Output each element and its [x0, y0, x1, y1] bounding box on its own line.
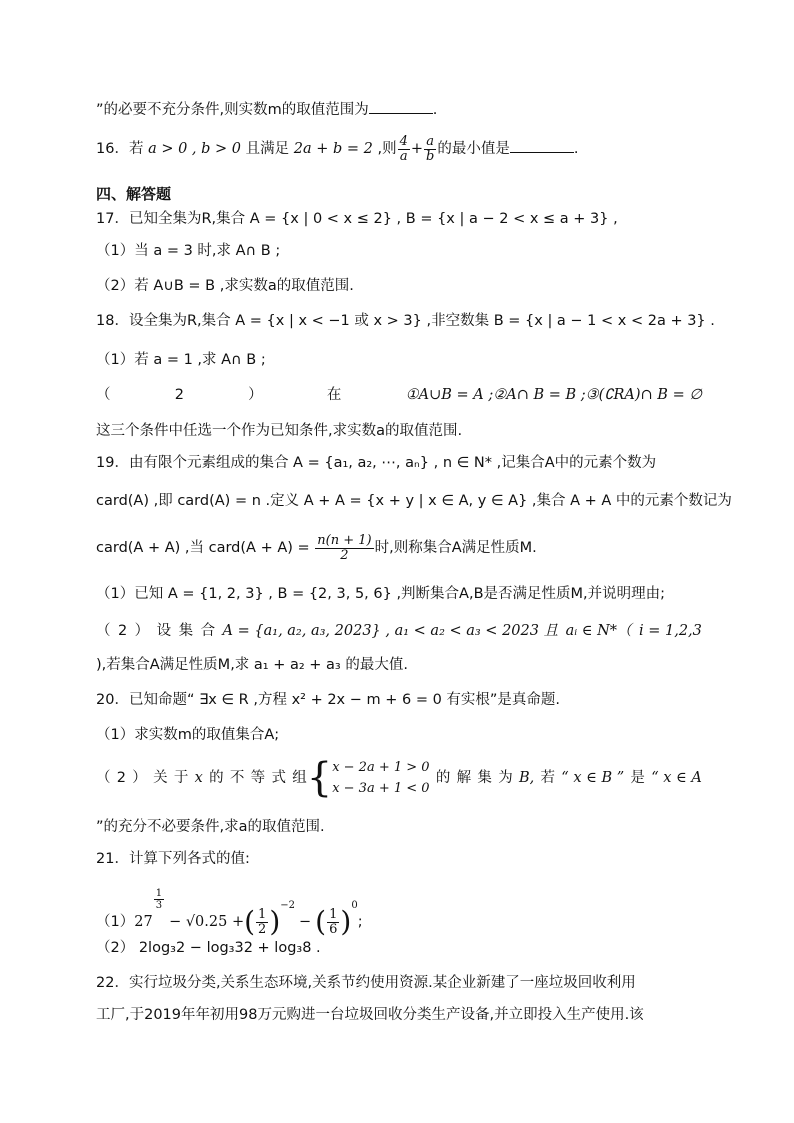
- question-22: 22．实行垃圾分类,关系生态环境,关系节约使用资源.某企业新建了一座垃圾回收利用: [96, 975, 636, 991]
- question-19-part-1: （1）已知 A = {1, 2, 3} , B = {2, 3, 5, 6} ,判断集合A,B是否满足性质M,并说明理由;: [96, 586, 666, 602]
- question-21-part-1: （1）27 $\frac{1}{3}$ − √0.25 +( $\frac{1}{2}$ )$^{-2}$− ( $\frac{1}{6}$ )$^0$;: [96, 888, 363, 938]
- question-20-part-2: （ 2 ） 关 于 x 的 不 等 式 组{ x − 2a + 1 > 0 x − 3a + 1 < 0 的 解 集 为 B, 若 “ x ∈ B ” 是 “ x ∈ A: [96, 755, 702, 801]
- question-21: 21．计算下列各式的值:: [96, 851, 250, 867]
- answer-blank: [510, 138, 574, 153]
- question-17-part-2: （2）若 A∪B = B ,求实数a的取值范围.: [96, 278, 354, 294]
- question-20: 20．已知命题“ ∃x ∈ R ,方程 x² + 2x − m + 6 = 0 有实根”是真命题.: [96, 692, 561, 708]
- question-19: 19．由有限个元素组成的集合 A = {a₁, a₂, ⋯, aₙ} , n ∈ N* ,记集合A中的元素个数为: [96, 455, 657, 471]
- exponent-one-third: $\frac{1}{3}$: [155, 888, 163, 911]
- question-20-part-2-cont: ”的充分不必要条件,求a的取值范围.: [96, 819, 325, 835]
- question-19-part-2: （ 2 ） 设 集 合 A = {a₁, a₂, a₃, 2023} , a₁ < a₂ < a₃ < 2023 且 aᵢ ∈ N*（ i = 1,2,3: [96, 623, 702, 639]
- inequality-system: 组{ x − 2a + 1 > 0 x − 3a + 1 < 0: [292, 755, 430, 801]
- question-16: 16．若 a > 0 , b > 0 且满足 2a + b = 2 ,则 $\frac{4}{a}$ + $\frac{a}{b}$ 的最小值是 .: [96, 133, 579, 164]
- question-18: 18．设全集为R,集合 A = {x | x < −1 或 x > 3} ,非空数集 B = {x | a − 1 < x < 2a + 3} .: [96, 313, 715, 329]
- fraction-4-over-a: $\frac{4}{a}$: [399, 133, 408, 164]
- question-19-part-2-cont: ),若集合A满足性质M,求 a₁ + a₂ + a₃ 的最大值.: [96, 657, 408, 673]
- question-22-cont: 工厂,于2019年年初用98万元购进一台垃圾回收分类生产设备,并立即投入生产使用.该: [96, 1007, 644, 1023]
- question-17: 17．已知全集为R,集合 A = {x | 0 < x ≤ 2} , B = {x | a − 2 < x ≤ a + 3} ,: [96, 211, 618, 227]
- left-brace: {: [306, 755, 333, 801]
- inequality-rows: x − 2a + 1 > 0 x − 3a + 1 < 0: [332, 760, 430, 796]
- question-21-part-2: （2） 2log₃2 − log₃32 + log₃8 .: [96, 940, 321, 956]
- question-18-part-1: （1）若 a = 1 ,求 A∩ B ;: [96, 352, 266, 368]
- question-17-part-1: （1）当 a = 3 时,求 A∩ B ;: [96, 243, 281, 259]
- question-19-property: card(A + A) ,当 card(A + A) = $\frac{n(n + 1)}{2}$ 时,则称集合A满足性质M.: [96, 532, 537, 563]
- fraction-one-sixth: $\frac{1}{6}$: [329, 906, 338, 937]
- q15-continuation: ”的必要不充分条件,则实数m的取值范围为 .: [96, 99, 437, 121]
- question-20-part-1: （1）求实数m的取值集合A;: [96, 727, 280, 743]
- answer-blank: [369, 99, 433, 114]
- question-18-part-2: （ 2 ） 在 ①A∪B = A ;②A∩ B = B ;③(∁RA)∩ B = ∅: [96, 387, 702, 403]
- question-19-definition: card(A) ,即 card(A) = n .定义 A + A = {x + y | x ∈ A, y ∈ A} ,集合 A + A 中的元素个数记为: [96, 493, 732, 509]
- fraction-n-n-plus-1-over-2: $\frac{n(n + 1)}{2}$: [317, 532, 372, 563]
- section-heading: 四、解答题: [96, 185, 172, 203]
- question-18-part-2-cont: 这三个条件中任选一个作为已知条件,求实数a的取值范围.: [96, 423, 463, 439]
- fraction-a-over-b: $\frac{a}{b}$: [426, 133, 435, 164]
- fraction-one-half: $\frac{1}{2}$: [258, 906, 267, 937]
